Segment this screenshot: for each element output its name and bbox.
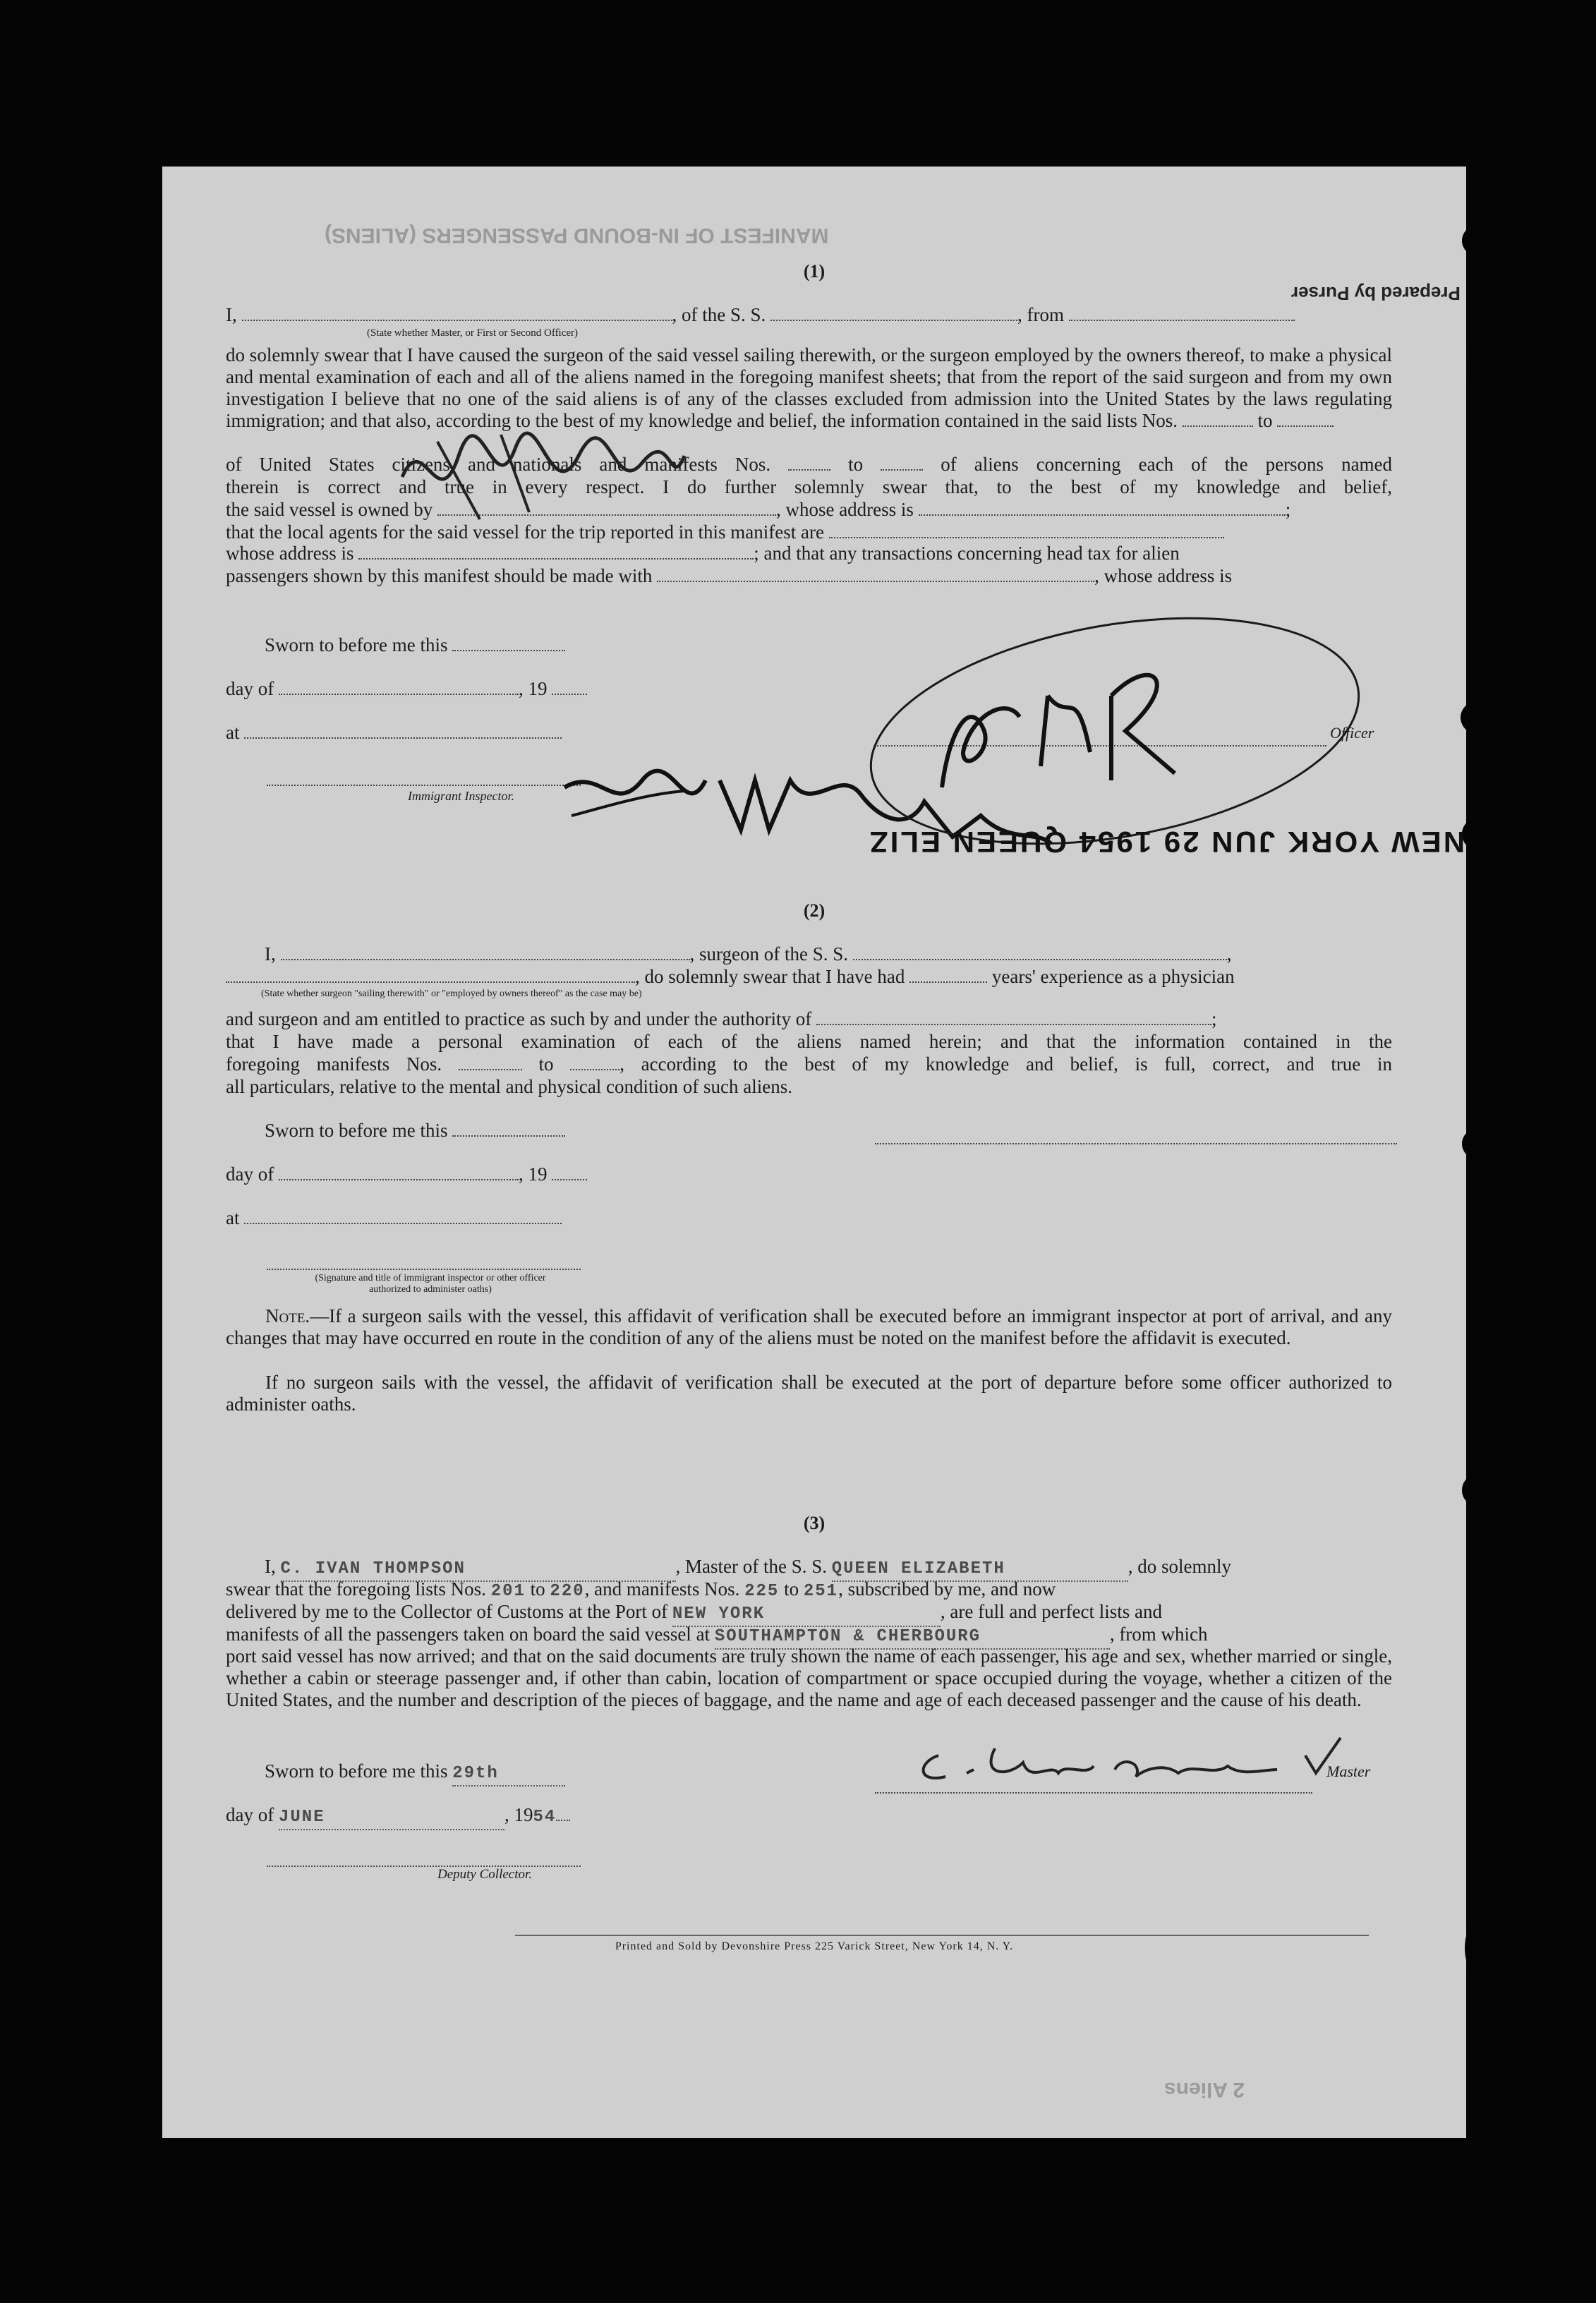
month-field [279, 1163, 519, 1180]
surgeon-name-field [281, 943, 690, 960]
printer-footer: Printed and Sold by Devonshire Press 225 Varick Street, New York 14, N. Y. [615, 1940, 1014, 1952]
text: port said vessel has now arrived; and that on the said documents are truly shown the name of each passenger, his age and sex, whether married or single, whether a cabin or steerage passenger and, if other than cabin, location of compartment or space occupied during the voyage, whether a citizen of the United States, and the number and description of the pieces of baggage, and the name and age of each deceased passenger and the cause of his death. [226, 1645, 1392, 1710]
section-3-line-2 [226, 1578, 1392, 1603]
manifests-to: 251 [803, 1582, 839, 1601]
lists-to-field [1277, 410, 1334, 427]
section-3-body [226, 1645, 1392, 1711]
section-2-line-1: I, , surgeon of the S. S. , [265, 943, 1232, 965]
master-signature-line [875, 1777, 1312, 1794]
text: , from which [1109, 1624, 1208, 1645]
inspector-signature-line [267, 769, 581, 786]
section-1-line-passengers [226, 564, 1392, 587]
year-field [552, 1163, 587, 1180]
vessel-name: QUEEN ELIZABETH [832, 1558, 1128, 1582]
section-2-particulars [226, 1075, 1392, 1098]
sworn-day-field [452, 1120, 565, 1137]
text: Sworn to before me this [265, 1760, 448, 1782]
text: , do solemnly [1128, 1556, 1231, 1577]
lists-from: 201 [490, 1582, 526, 1601]
text: , 19 [518, 678, 548, 699]
surgeon-note: (State whether surgeon "sailing therewith" or "employed by owners thereof" as the case may be) [261, 989, 642, 999]
text: , of the S. S. [672, 304, 766, 325]
text: years' experience as a physician [991, 966, 1235, 987]
surgeon-status-field [226, 966, 635, 983]
section-1-line-1 [226, 303, 1392, 326]
owner-address-field [919, 499, 1286, 516]
text: , 19 [504, 1804, 533, 1825]
section-2-foregoing [226, 1053, 1392, 1075]
officer-label: Officer [1330, 724, 1374, 742]
year: 54 [533, 1808, 557, 1827]
signature-note: (Signature and title of immigrant inspector or other officer authorized to administer oaths) [315, 1273, 546, 1295]
text: at [226, 1207, 240, 1228]
month: JUNE [279, 1806, 504, 1830]
text: , and manifests Nos. [584, 1578, 740, 1600]
text: manifests of all the passengers taken on board the said vessel at [226, 1624, 711, 1645]
section-2-note-2 [226, 1372, 1392, 1415]
text: I, [265, 943, 276, 965]
text: that the local agents for the said vessel for the trip reported in this manifest are [226, 521, 824, 543]
lists-to: 220 [550, 1582, 585, 1601]
punch-hole [1461, 699, 1504, 736]
master-name: C. IVAN THOMPSON [281, 1558, 676, 1582]
text: to [530, 1578, 545, 1600]
text: delivered by me to the Collector of Customs at the Port of [226, 1601, 668, 1622]
sworn-day-field [452, 634, 565, 651]
form-page [162, 167, 1466, 2138]
manifest-from-field [788, 454, 830, 471]
text: day of [226, 1163, 274, 1185]
year-field [552, 678, 587, 695]
text: all particulars, relative to the mental and physical condition of such aliens. [226, 1076, 792, 1097]
years-field [909, 966, 987, 983]
arrival-stamp: NEW YORK JUN 29 1954 QUEEN ELIZ [868, 826, 1465, 859]
immigrant-inspector-label: Immigrant Inspector. [408, 789, 514, 803]
punch-hole [1462, 1472, 1504, 1509]
section-2-day [226, 1163, 1392, 1185]
year-field [556, 1804, 570, 1821]
text: day of [226, 1804, 274, 1825]
at-field [244, 1207, 562, 1224]
surgeon-signature-line [875, 1128, 1397, 1144]
text: , surgeon of the S. S. [689, 943, 849, 965]
text: of aliens concerning each of the persons named [941, 454, 1393, 475]
section-2-line-2 [226, 965, 1392, 988]
text: to [784, 1578, 799, 1600]
punch-hole [1462, 223, 1504, 258]
bleed-through-footer: 2 Aliens [1164, 2078, 1245, 2101]
text: and surgeon and am entitled to practice as such by and under the authority of [226, 1008, 812, 1029]
text: , 19 [518, 1163, 548, 1185]
footer-rule [515, 1935, 1369, 1936]
surgeon-vessel-field [853, 943, 1227, 960]
text: passengers shown by this manifest should be made with [226, 565, 653, 586]
section-3-day [226, 1803, 1392, 1830]
text: therein is correct and true in every respect. I do further solemnly swear that, to the best of my knowledge and belief, [226, 476, 1392, 497]
text: of United States citizens and nationals and manifests Nos. [226, 454, 771, 475]
agents-address-field [358, 543, 754, 560]
text: , from [1017, 304, 1064, 325]
authority-field [816, 1008, 1211, 1025]
text: If no surgeon sails with the vessel, the affidavit of verification shall be executed at the port of departure before some officer authorized to administer oaths. [226, 1372, 1392, 1415]
at-field [244, 722, 562, 739]
text: , whose address is [775, 499, 914, 520]
text: , subscribed by me, and now [838, 1578, 1056, 1600]
manifest-to-field [881, 454, 923, 471]
text: that I have made a personal examination of each of the aliens named herein; and that the information contained in the [226, 1031, 1392, 1052]
deputy-collector-label: Deputy Collector. [437, 1867, 533, 1882]
vessel-field [770, 304, 1017, 321]
sworn-day: 29th [452, 1763, 565, 1787]
text: to [848, 454, 864, 475]
officer-field [242, 304, 672, 321]
text: Sworn to before me this [265, 634, 448, 655]
manifests-to-field [570, 1053, 619, 1070]
text: I, [265, 1556, 276, 1577]
text: at [226, 722, 240, 743]
text: I, [226, 304, 237, 325]
section-1-number: (1) [803, 261, 826, 282]
bleed-through-prepared: Prepared by Purser [1291, 283, 1461, 304]
text: , Master of the S. S. [675, 1556, 827, 1577]
section-2-note [226, 1305, 1392, 1349]
section-2-examination [226, 1030, 1392, 1053]
text: day of [226, 678, 274, 699]
section-1-line-address [226, 542, 1392, 564]
text: swear that the foregoing lists Nos. [226, 1578, 486, 1600]
section-3-number: (3) [803, 1513, 826, 1533]
punch-hole [1462, 1126, 1504, 1161]
text: , do solemnly swear that I have had [635, 966, 905, 987]
section-1-line-owned: the said vessel is owned by , whose address is ; [226, 499, 1291, 520]
manifests-from: 225 [744, 1582, 780, 1601]
section-2-number: (2) [803, 900, 826, 921]
text: , are full and perfect lists and [940, 1601, 1163, 1622]
lists-from-field [1183, 410, 1253, 427]
month-field [279, 678, 519, 695]
text: to [538, 1053, 554, 1075]
port: NEW YORK [672, 1603, 941, 1627]
text: Sworn to before me this [265, 1120, 448, 1141]
manifests-from-field [459, 1053, 522, 1070]
note-label: Note. [265, 1305, 310, 1326]
text: , according to the best of my knowledge and belief, is full, correct, and true in [619, 1053, 1392, 1075]
punch-hole [1462, 816, 1504, 852]
text: , whose address is [1094, 565, 1233, 586]
departure-ports: SOUTHAMPTON & CHERBOURG [715, 1626, 1110, 1650]
section-2-practice: and surgeon and am entitled to practice as such by and under the authority of ; [226, 1008, 1217, 1029]
text: whose address is [226, 543, 354, 564]
punch-hole [1465, 1916, 1503, 1980]
text: foregoing manifests Nos. [226, 1053, 442, 1075]
master-label: Master [1326, 1763, 1371, 1780]
agents-field [829, 521, 1224, 538]
officer-signature-line [267, 1253, 581, 1270]
text: the said vessel is owned by [226, 499, 433, 520]
text: do solemnly swear that I have caused the surgeon of the said vessel sailing therewith, or the surgeon employed by the owners thereof, to make a physical and mental examination of each and all of the aliens named in the foregoing manifest sheets; that from the report of the said surgeon and from my own investigation I believe that no one of the said aliens is of any of the classes excluded from admission into the United States by the laws regulating immigration; and that also, according to the best of my knowledge and belief, the information contained in the said lists Nos. [226, 344, 1392, 431]
head-tax-field [657, 565, 1094, 582]
text: to [1257, 410, 1273, 431]
text: —If a surgeon sails with the vessel, this affidavit of verification shall be executed before an immigrant inspector at port of arrival, and any changes that may have occurred en route in the condition of any of the aliens must be noted on the manifest before the affidavit is executed. [226, 1305, 1392, 1348]
section-2-at [226, 1207, 1392, 1229]
deputy-signature-line [267, 1850, 581, 1867]
bleed-through-title: MANIFEST OF IN-BOUND PASSENGERS (ALIENS) [325, 224, 829, 247]
text: ; and that any transactions concerning head tax for alien [754, 543, 1180, 564]
signature-scrawl [395, 413, 691, 526]
punch-hole [1468, 336, 1503, 392]
from-field [1069, 304, 1295, 321]
officer-note: (State whether Master, or First or Second Officer) [367, 327, 579, 339]
